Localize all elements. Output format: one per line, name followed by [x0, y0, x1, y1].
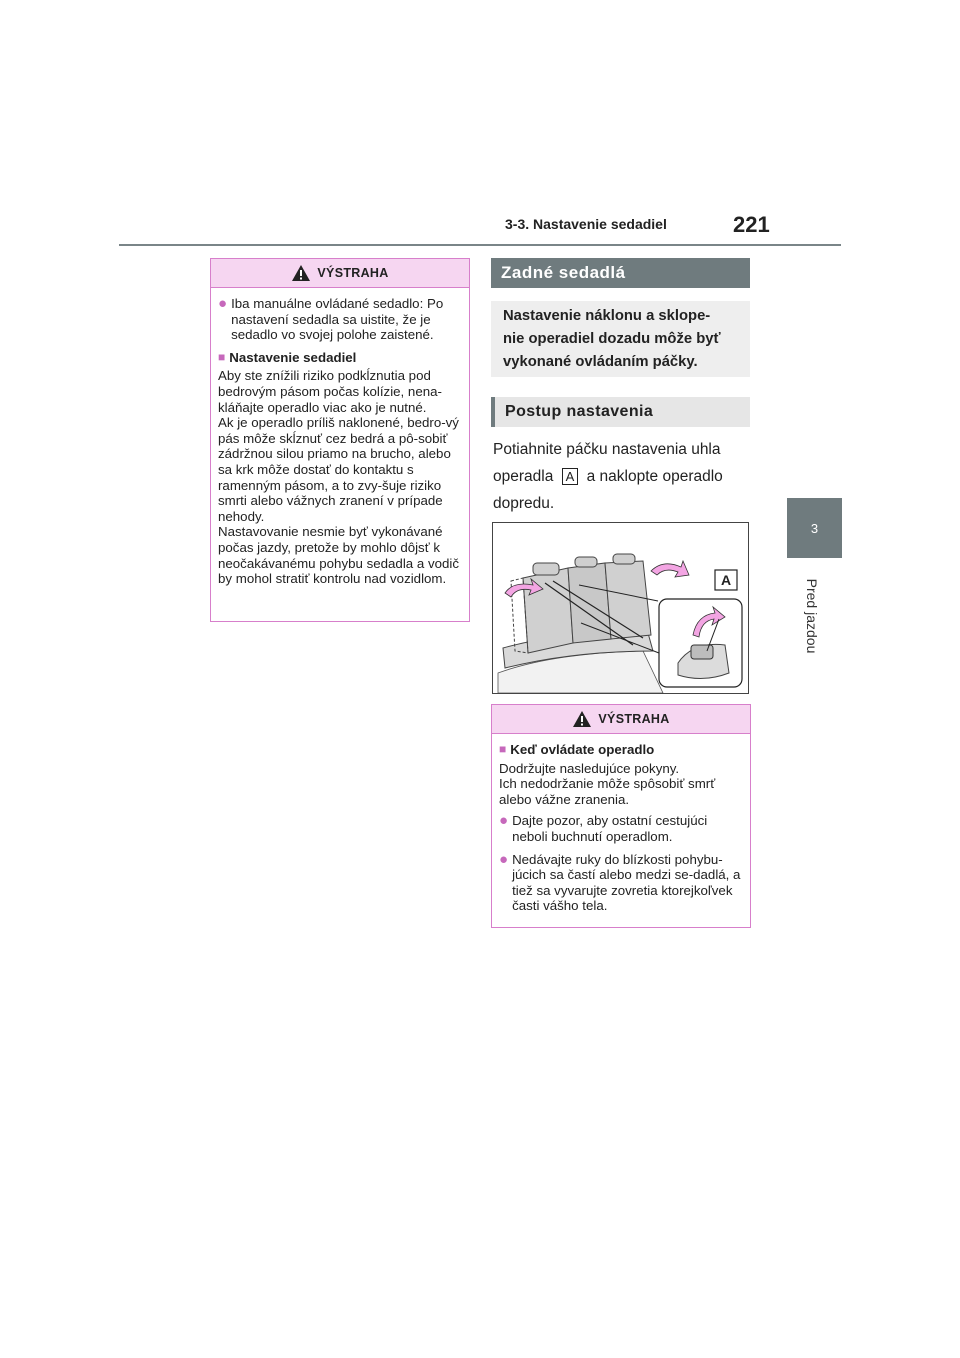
bullet-dot-icon: ● — [218, 295, 228, 312]
rear-seat-illustration — [492, 522, 749, 694]
section-title: 3-3. Nastavenie sedadiel — [505, 216, 667, 232]
warning-box-seat-adjust — [210, 258, 470, 622]
page-number: 221 — [733, 212, 770, 237]
warning-bullet: ● Dajte pozor, aby ostatní cestujúci neboli buchnutí operadlom. — [499, 812, 708, 844]
warning-triangle-icon — [572, 710, 592, 728]
square-bullet-icon: ■ — [218, 349, 226, 364]
chapter-title: Pred jazdou — [804, 578, 820, 654]
warning-paragraph: Aby ste znížili riziko podkĺznutia pod bedrovým pásom počas kolízie, nena-kláňajte operadlo viac ako je nutné. Ak je operadlo príliš naklonené, bedro-vý pás môže skĺznuť cez bedrá a pô-sobiť zádržnou silou priamo na brucho, alebo sa krk môže dostať do kontaktu s ramenným pásom, a to zvy-šuje riziko smrti alebo vážnych zranení v prípade nehody. Nastavovanie nesmie byť vykonávané počas jazdy, pretože by mohlo dôjsť k neočakávanému pohybu sedadla a vodič by mohol stratiť kontrolu nad vozidlom. — [218, 368, 459, 587]
procedure-heading: Postup nastavenia — [491, 397, 750, 427]
bullet-dot-icon: ● — [499, 850, 509, 868]
warning-triangle-icon — [291, 264, 311, 282]
warning-header — [492, 705, 750, 734]
warning-box-operating-backrest — [491, 704, 751, 928]
warning-title: VÝSTRAHA — [598, 712, 670, 726]
section-heading-rear-seats: Zadné sedadlá — [491, 258, 750, 288]
warning-subheading: ■ Keď ovládate operadlo — [499, 742, 655, 757]
warning-title: VÝSTRAHA — [317, 266, 389, 280]
chapter-number: 3 — [810, 520, 819, 536]
header-rule — [119, 244, 841, 246]
chapter-tab — [787, 498, 842, 558]
illustration-label-a: A — [720, 572, 732, 588]
instruction-text: Potiahnite páčku nastavenia uhla operadla A a naklopte operadlo dopredu. — [493, 441, 723, 512]
warning-bullet: ● Nedávajte ruky do blízkosti pohybu-júcich sa častí alebo medzi se-dadlá, a tiež sa vyvarujte zovretia ktorejkoľvek časti vášho tela. — [499, 850, 741, 914]
warning-header — [211, 259, 469, 288]
square-bullet-icon: ■ — [499, 742, 507, 756]
warning-subheading: ■ Nastavenie sedadiel — [218, 349, 357, 365]
bullet-dot-icon: ● — [499, 812, 509, 830]
lead-summary: Nastavenie náklonu a sklope- nie operadiel dozadu môže byť vykonané ovládaním páčky. — [491, 301, 750, 377]
callout-label: A — [562, 468, 579, 485]
warning-bullet: ● Iba manuálne ovládané sedadlo: Po nastavení sedadla sa uistite, že je sedadlo vo svojej polohe zaistené. — [218, 295, 444, 343]
rear-seat-drawing — [493, 523, 748, 693]
warning-paragraph: Dodržujte nasledujúce pokyny. Ich nedodržanie môže spôsobiť smrť alebo vážne zranenia. — [499, 760, 716, 807]
